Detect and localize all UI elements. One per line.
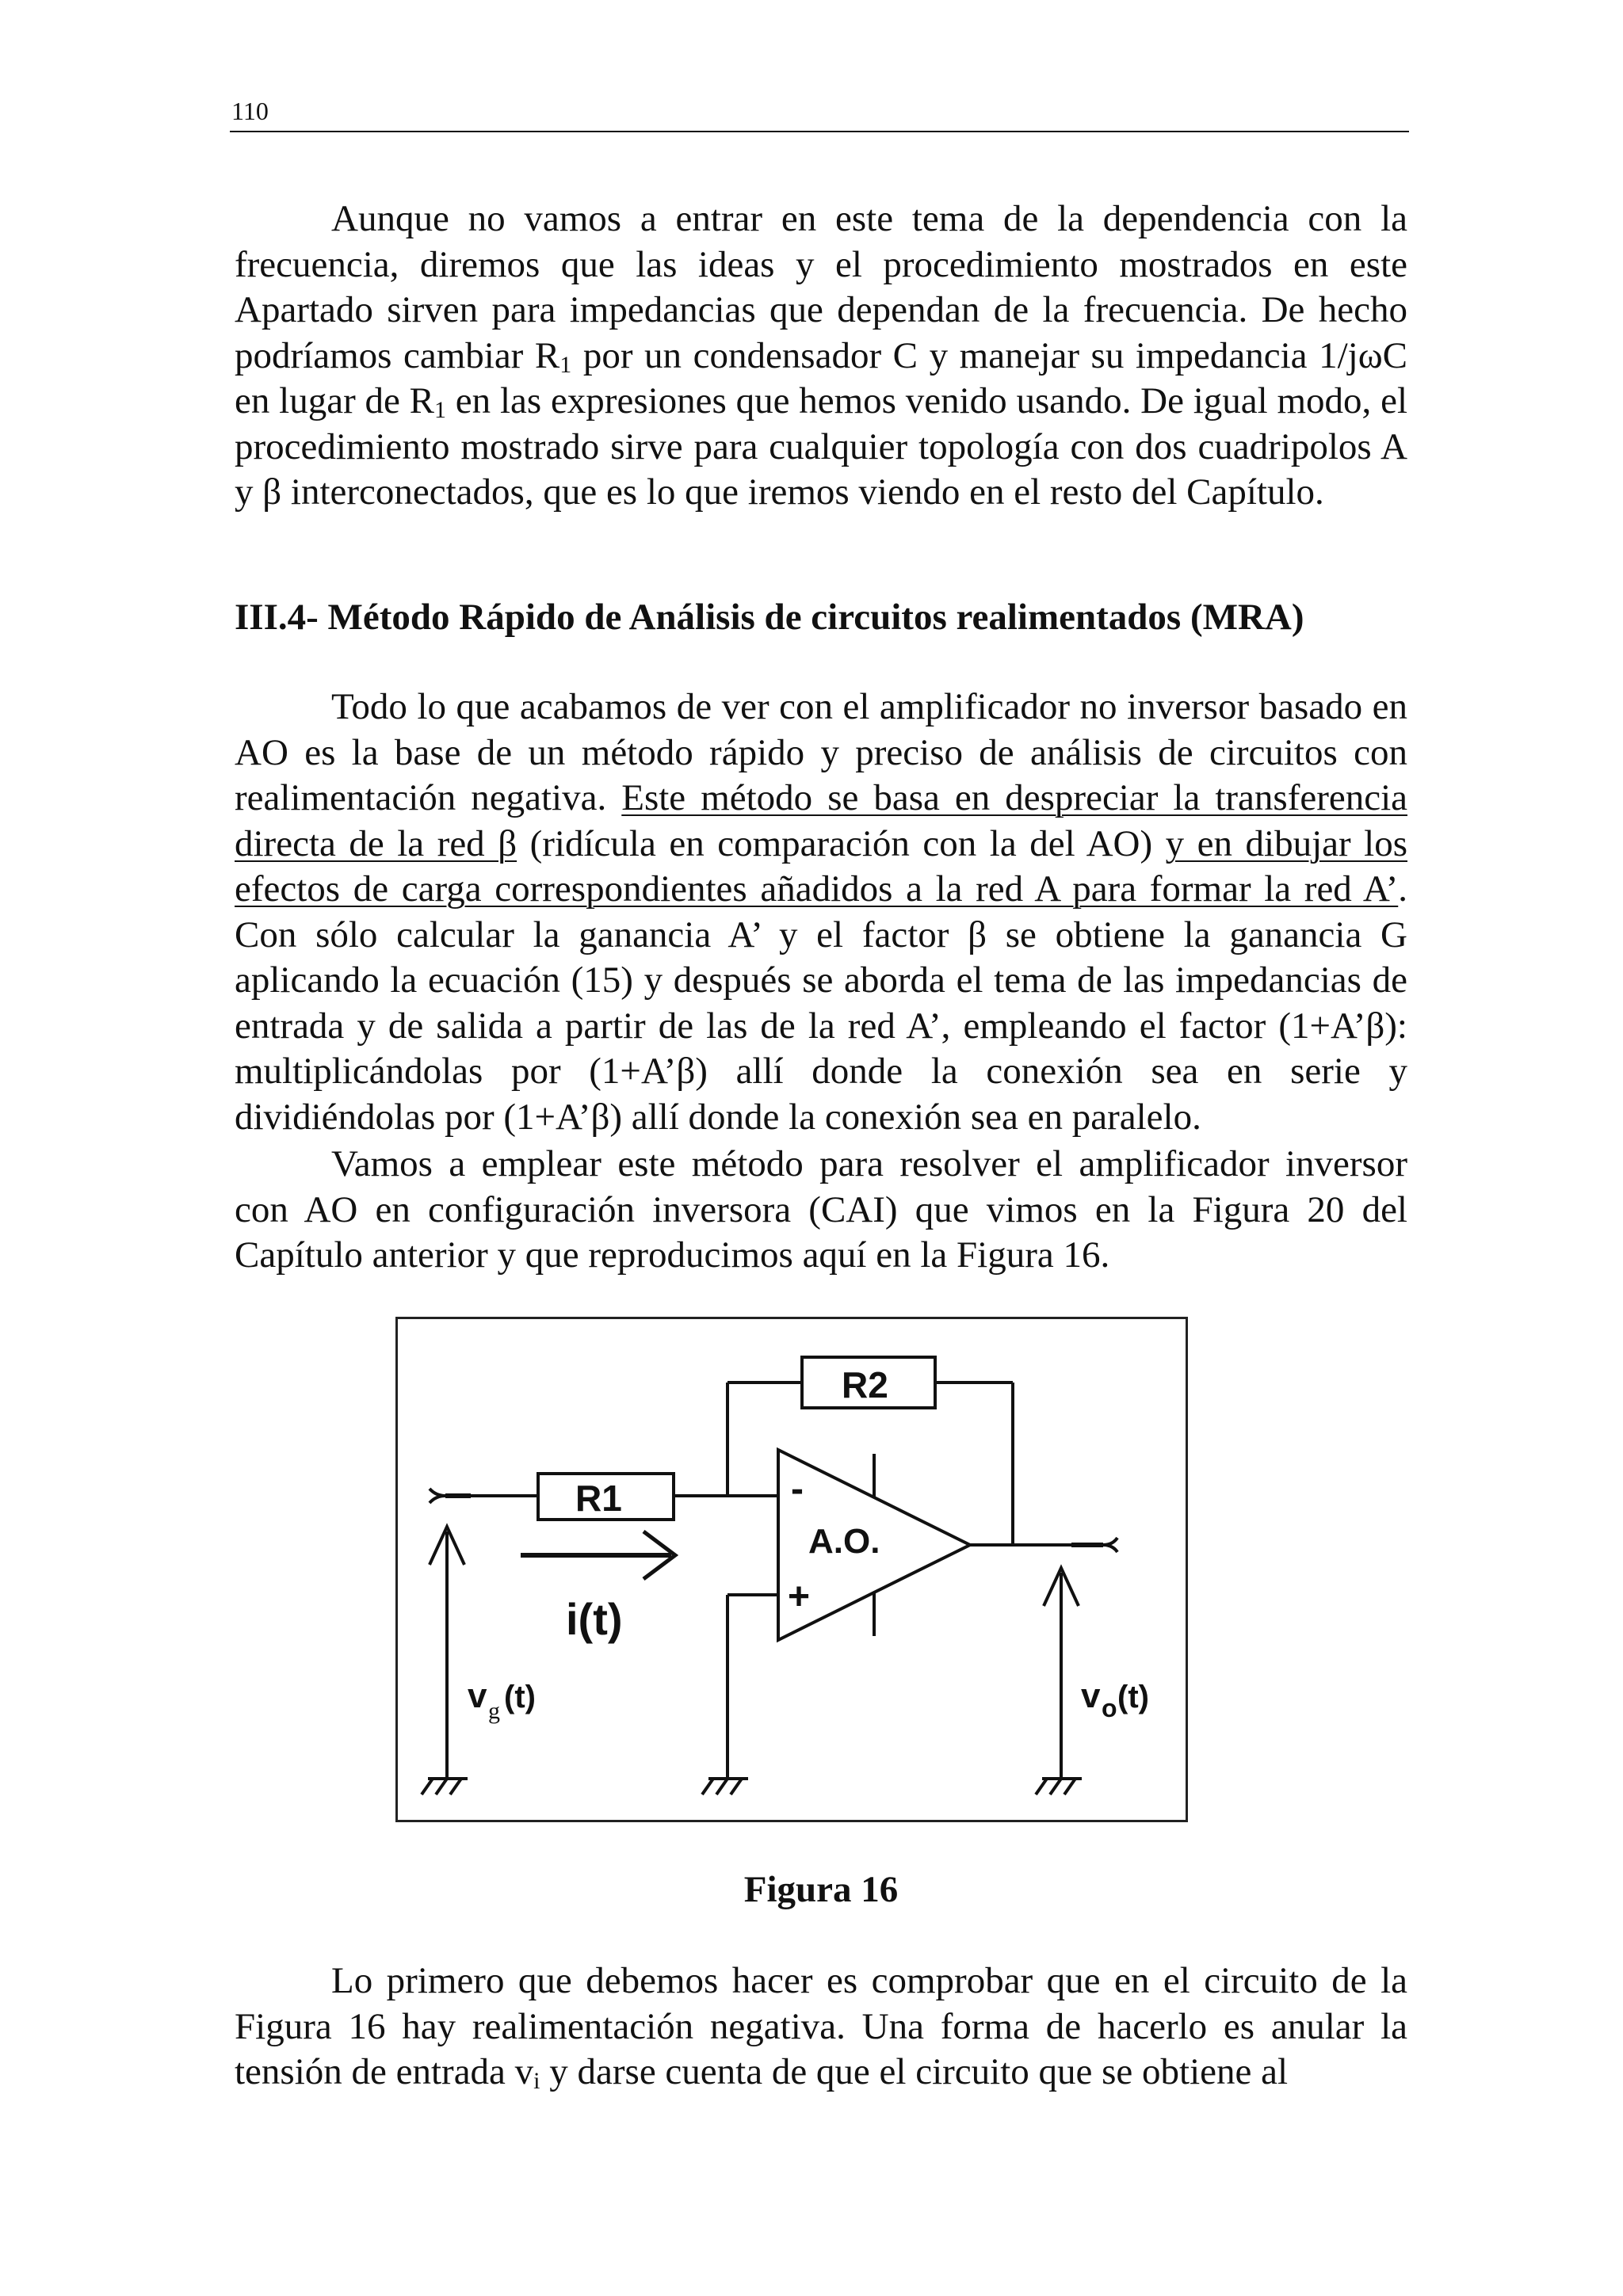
- underlined-text-2: y en dibujar los efectos de carga correspondientes añadidos a la red A para formar la red A’: [235, 822, 1407, 910]
- vo-label-tail: (t): [1117, 1680, 1149, 1714]
- vo-label-main: v: [1081, 1676, 1101, 1715]
- paragraph-4-text-b: y darse cuenta de que el circuito que se obtiene al: [540, 2051, 1289, 2092]
- figure-16-frame: [395, 1317, 1188, 1822]
- vg-label-main: v: [468, 1676, 487, 1715]
- ground-symbol-right: [1036, 1779, 1082, 1794]
- r2-label: R2: [842, 1364, 888, 1405]
- subscript-i: i: [533, 2068, 540, 2094]
- paragraph-2-text-b: (ridícula en comparación con la del AO): [517, 822, 1166, 864]
- paragraph-2-text-c: . Con sólo calcular la ganancia A’ y el factor β se obtiene la ganancia G aplicando la ecuación (15) y después se aborda el tema de las impedancias de entrada y de salida a partir de las de la red A’, empleando el factor (1+A’β): multiplicándolas por (1+A’β) allí donde la conexión sea en serie y dividiéndolas por (1+A’β) allí donde la conexión sea en paralelo.: [235, 868, 1407, 1138]
- output-terminal: [1103, 1538, 1117, 1552]
- vg-label-subscript: g: [488, 1698, 500, 1724]
- section-heading: III.4- Método Rápido de Análisis de circuitos realimentados (MRA): [235, 597, 1304, 638]
- current-label: i(t): [566, 1594, 623, 1644]
- ground-symbol-middle: [702, 1779, 748, 1794]
- subscript-1b: 1: [434, 397, 447, 423]
- paragraph-1-text-a: Aunque no vamos a entrar en este tema de la dependencia con la frecuencia, diremos que las ideas y el procedimiento mostrados en este Apartado sirven para impedancias que dependan de la frecuencia. De hecho podríamos cambiar R: [235, 198, 1407, 376]
- input-terminal: [430, 1489, 445, 1503]
- paragraph-2-text-a: Todo lo que acabamos de ver con el amplificador no inversor basado en AO es la base de un método rápido y preciso de análisis de circuitos con realimentación negativa.: [235, 686, 1407, 818]
- circuit-diagram: [398, 1319, 1186, 1820]
- paragraph-3-text: Vamos a emplear este método para resolver el amplificador inversor con AO en configuración inversora (CAI) que vimos en la Figura 20 del Capítulo anterior y que reproducimos aquí en la Figura 16.: [235, 1143, 1407, 1276]
- opamp-label: A.O.: [808, 1522, 880, 1561]
- opamp-plus-sign: +: [788, 1576, 811, 1618]
- r1-label: R1: [575, 1478, 622, 1519]
- paragraph-3: [235, 1142, 1407, 1279]
- page-number: 110: [231, 97, 269, 125]
- vg-label-tail: (t): [504, 1680, 536, 1714]
- paragraph-4-text-a: Lo primero que debemos hacer es comprobar que en el circuito de la Figura 16 hay realimentación negativa. Una forma de hacerlo es anular la tensión de entrada v: [235, 1960, 1407, 2092]
- figure-caption: Figura 16: [743, 1869, 899, 1910]
- opamp-minus-sign: -: [791, 1468, 804, 1510]
- paragraph-2: [235, 685, 1407, 1140]
- vo-label-subscript: o: [1102, 1694, 1117, 1722]
- header-rule: [230, 131, 1409, 132]
- underlined-text-1: Este método se basa en despreciar la transferencia directa de la red β: [235, 777, 1407, 864]
- paragraph-4: [235, 1958, 1407, 2096]
- subscript-1: 1: [559, 351, 572, 378]
- paragraph-1-text-b: por un condensador C y manejar su impedancia 1/jωC en lugar de R: [235, 334, 1407, 421]
- ground-symbol-left: [422, 1779, 468, 1794]
- paragraph-1: [235, 196, 1407, 516]
- paragraph-1-text-c: en las expresiones que hemos venido usando. De igual modo, el procedimiento mostrado sirve para cualquier topología con dos cuadripolos A y β interconectados, que es lo que iremos viendo en el resto del Capítulo.: [235, 380, 1408, 513]
